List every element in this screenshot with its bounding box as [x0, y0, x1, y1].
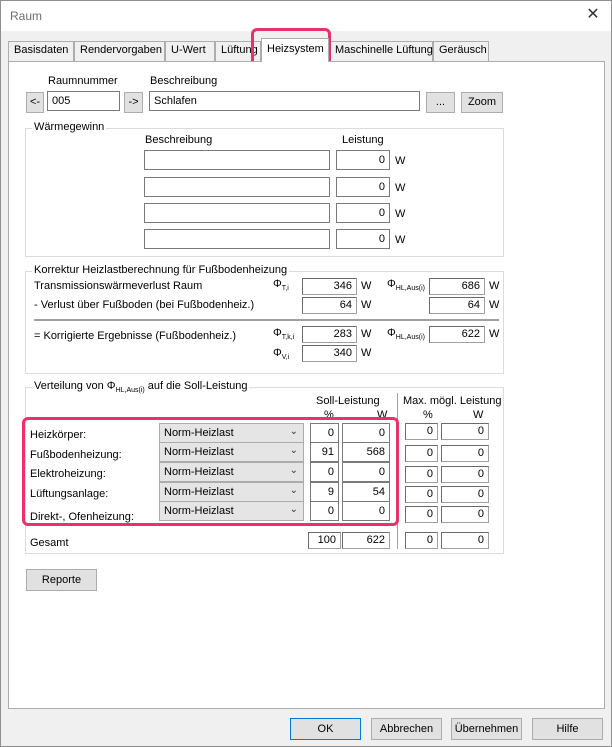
gain-desc-field-4[interactable]	[144, 229, 330, 249]
phi-t-k-i-label: $\Phi_{T,k,i}$	[273, 327, 295, 341]
gain-title: Wärmegewinn	[34, 121, 105, 133]
gain-value-field-1[interactable]: 0	[336, 150, 390, 170]
dist-w-field-1[interactable]: 0	[342, 423, 390, 443]
dist-mode-select-5[interactable]: Norm-Heizlast ⌄	[159, 501, 304, 521]
chevron-down-icon: ⌄	[289, 504, 298, 515]
dist-max-pct-5: 0	[405, 506, 438, 523]
gain-value-field-4[interactable]: 0	[336, 229, 390, 249]
phi-t-k-i-value: 283	[302, 326, 357, 343]
total-pct: 100	[308, 532, 341, 549]
phi-v-i-unit: W	[361, 347, 372, 359]
close-icon[interactable]: ✕	[586, 6, 600, 23]
total-max-pct: 0	[405, 532, 438, 549]
dist-row-label-2: Fußbodenheizung:	[30, 449, 122, 461]
phi-t-k-i-unit: W	[361, 328, 372, 340]
chevron-down-icon: ⌄	[289, 445, 298, 456]
dist-row-label-5: Direkt-, Ofenheizung:	[30, 511, 134, 523]
tab-basisdaten[interactable]: Basisdaten	[8, 41, 74, 61]
phi-v-i-label: $\Phi_{V,i}$	[273, 347, 290, 361]
chevron-down-icon: ⌄	[289, 465, 298, 476]
gain-unit-4: W	[395, 234, 406, 246]
dist-pct-field-3[interactable]: 0	[310, 462, 339, 482]
reporte-button[interactable]: Reporte	[26, 569, 97, 591]
browse-button[interactable]: ...	[426, 92, 455, 113]
total-max-w: 0	[441, 532, 489, 549]
floor-loss-t-value: 64	[302, 297, 357, 314]
phi-hl-value: 686	[429, 278, 485, 295]
title-bar	[1, 1, 611, 31]
floor-loss-hl-unit: W	[489, 299, 500, 311]
ok-button[interactable]: OK	[290, 718, 361, 740]
floor-loss-label: - Verlust über Fußboden (bei Fußbodenheiz.)	[34, 299, 255, 311]
transmission-label: Transmissionswärmeverlust Raum	[34, 280, 203, 292]
dist-max-w-5: 0	[441, 506, 489, 523]
dist-mode-select-4[interactable]: Norm-Heizlast ⌄	[159, 482, 304, 502]
room-desc-field[interactable]: Schlafen	[149, 91, 420, 111]
dist-mode-select-1[interactable]: Norm-Heizlast ⌄	[159, 423, 304, 443]
gain-desc-field-2[interactable]	[144, 177, 330, 197]
gain-desc-field-1[interactable]	[144, 150, 330, 170]
soll-header: Soll-Leistung	[316, 395, 380, 407]
dist-max-pct-1: 0	[405, 423, 438, 440]
tab-rendervorgaben[interactable]: Rendervorgaben	[74, 41, 165, 61]
dist-row-label-3: Elektroheizung:	[30, 468, 106, 480]
tab-geraeusch[interactable]: Geräusch	[433, 41, 489, 61]
correction-title: Korrektur Heizlastberechnung für Fußbodenheizung	[34, 264, 288, 276]
gain-value-field-3[interactable]: 0	[336, 203, 390, 223]
tab-u-wert[interactable]: U-Wert	[165, 41, 215, 61]
help-button[interactable]: Hilfe	[532, 718, 603, 740]
phi-hl-corr-unit: W	[489, 328, 500, 340]
dist-max-w-4: 0	[441, 486, 489, 503]
dist-max-w-3: 0	[441, 466, 489, 483]
phi-hl-corr-value: 622	[429, 326, 485, 343]
soll-pct-header: %	[324, 409, 334, 421]
phi-t-i-label: $\Phi_{T,i}$	[273, 278, 289, 292]
gain-unit-2: W	[395, 182, 406, 194]
total-label: Gesamt	[30, 537, 69, 549]
dist-pct-field-1[interactable]: 0	[310, 423, 339, 443]
max-w-header: W	[473, 409, 484, 421]
next-room-button[interactable]: ->	[124, 92, 143, 113]
floor-loss-hl-value: 64	[429, 297, 485, 314]
gain-value-field-2[interactable]: 0	[336, 177, 390, 197]
cancel-button[interactable]: Abbrechen	[371, 718, 442, 740]
corrected-label: = Korrigierte Ergebnisse (Fußbodenheiz.)	[34, 330, 237, 342]
dist-mode-select-2[interactable]: Norm-Heizlast ⌄	[159, 442, 304, 462]
max-header: Max. mögl. Leistung	[403, 395, 502, 407]
gain-col-power: Leistung	[342, 134, 384, 146]
gain-col-desc: Beschreibung	[145, 134, 213, 146]
dist-row-label-4: Lüftungsanlage:	[30, 488, 109, 500]
correction-separator	[34, 319, 499, 321]
dist-pct-field-5[interactable]: 0	[310, 501, 339, 521]
gain-unit-1: W	[395, 155, 406, 167]
phi-v-i-value: 340	[302, 345, 357, 362]
room-number-field[interactable]: 005	[47, 91, 120, 111]
dist-w-field-5[interactable]: 0	[342, 501, 390, 521]
tab-maschinelle-lueftung[interactable]: Maschinelle Lüftung	[329, 41, 433, 61]
chevron-down-icon: ⌄	[289, 485, 298, 496]
phi-t-i-value: 346	[302, 278, 357, 295]
dist-w-field-2[interactable]: 568	[342, 442, 390, 462]
max-pct-header: %	[423, 409, 433, 421]
phi-hl-label: $\Phi_{HL,Aus(i)}$	[387, 278, 425, 292]
dist-max-pct-3: 0	[405, 466, 438, 483]
tab-heizsystem[interactable]: Heizsystem	[261, 38, 329, 62]
soll-w-header: W	[377, 409, 388, 421]
floor-loss-t-unit: W	[361, 299, 372, 311]
dist-pct-field-4[interactable]: 9	[310, 482, 339, 502]
prev-room-button[interactable]: <-	[26, 92, 44, 113]
phi-hl-unit: W	[489, 280, 500, 292]
tab-lueftung[interactable]: Lüftung	[215, 41, 261, 61]
gain-desc-field-3[interactable]	[144, 203, 330, 223]
dist-max-pct-4: 0	[405, 486, 438, 503]
phi-hl-corr-label: $\Phi_{HL,Aus(i)}$	[387, 327, 425, 341]
room-desc-label: Beschreibung	[150, 75, 218, 87]
chevron-down-icon: ⌄	[289, 426, 298, 437]
dist-max-w-1: 0	[441, 423, 489, 440]
gain-unit-3: W	[395, 208, 406, 220]
total-w: 622	[342, 532, 390, 549]
dist-mode-select-3[interactable]: Norm-Heizlast ⌄	[159, 462, 304, 482]
dist-max-w-2: 0	[441, 445, 489, 462]
distribution-title: Verteilung von $\Phi_{HL,Aus(i)}$ auf die Soll-Leistung	[34, 380, 248, 394]
zoom-button[interactable]: Zoom	[461, 92, 503, 113]
dist-row-label-1: Heizkörper:	[30, 429, 87, 441]
dist-max-pct-2: 0	[405, 445, 438, 462]
distribution-vertical-separator	[397, 393, 398, 549]
dist-w-field-4[interactable]: 54	[342, 482, 390, 502]
dist-pct-field-2[interactable]: 91	[310, 442, 339, 462]
window-title: Raum	[10, 9, 43, 23]
room-number-label: Raumnummer	[48, 75, 118, 87]
apply-button[interactable]: Übernehmen	[451, 718, 522, 740]
phi-t-i-unit: W	[361, 280, 372, 292]
dist-w-field-3[interactable]: 0	[342, 462, 390, 482]
